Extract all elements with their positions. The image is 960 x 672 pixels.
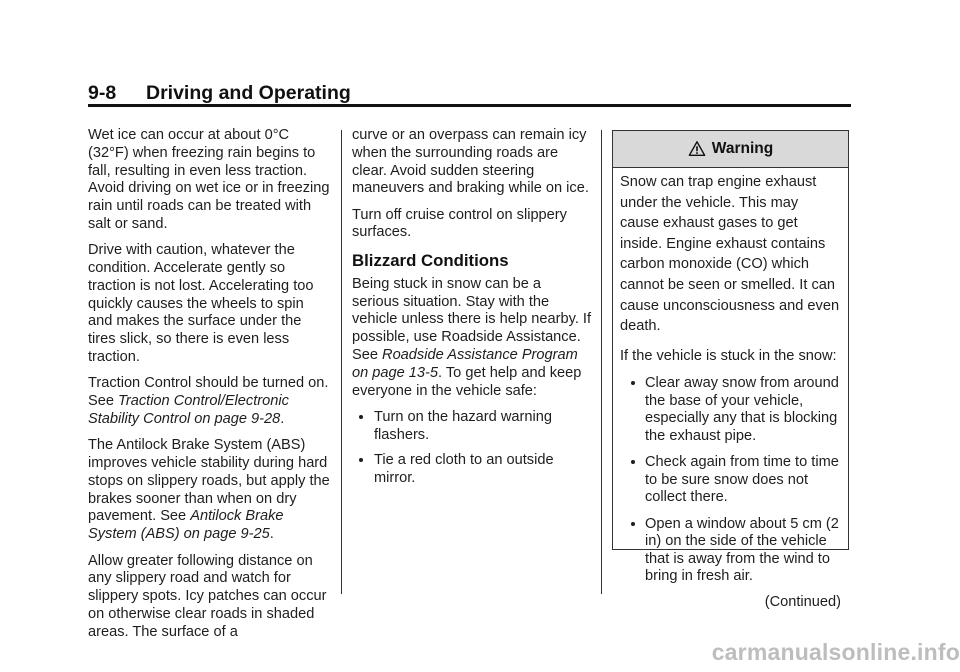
page-header xyxy=(88,82,850,105)
column-divider-1 xyxy=(341,130,342,594)
paragraph-text: Being stuck in snow can be a serious situation. Stay with the vehicle unless there is help nearby. If possible, use Roadside Assistance. See xyxy=(352,275,592,363)
cross-reference-link[interactable]: Roadside Assistance Program on page 13‑5 xyxy=(352,346,578,381)
warning-paragraph-stuck: If the vehicle is stuck in the snow: xyxy=(620,347,837,364)
paragraph-abs xyxy=(88,437,332,544)
paragraph-cruise-control: Turn off cruise control on slippery surfaces. xyxy=(352,206,567,241)
paragraph-text: . xyxy=(269,526,274,543)
section-title: Driving and Operating xyxy=(146,82,351,104)
paragraph-following-distance: Allow greater following distance on any slippery road and watch for slippery spots. Icy patches can occur on otherwise clear roads in shaded areas. The surface of a xyxy=(88,552,327,640)
warning-body xyxy=(613,168,848,612)
paragraph-wet-ice: Wet ice can occur at about 0°C (32°F) when freezing rain begins to fall, resulting in even less traction. Avoid driving on wet ice or in freezing rain until roads can be treated with salt or sand. xyxy=(88,127,330,232)
paragraph-text: . xyxy=(280,410,285,427)
column-1 xyxy=(88,127,332,650)
continued-label: (Continued) xyxy=(764,593,841,610)
paragraph-stuck-in-snow xyxy=(352,276,592,401)
paragraph-text: To get help and keep everyone in the vehicle safe: xyxy=(352,364,582,399)
warning-paragraph-exhaust: Snow can trap engine exhaust under the vehicle. This may cause exhaust gases to get inside. Engine exhaust contains carbon monoxide (CO) which cannot be seen or smelled. It can cause unconsciousness and even death. xyxy=(620,174,840,335)
warning-bullet-list xyxy=(620,375,841,586)
paragraph-overpass: curve or an overpass can remain icy when the surrounding roads are clear. Avoid sudden steering maneuvers and braking while on ice. xyxy=(352,127,589,197)
paragraph-text: . xyxy=(438,364,443,381)
list-item: Check again from time to time to be sure snow does not collect there. xyxy=(620,454,841,507)
column-2 xyxy=(352,127,592,496)
column-divider-2 xyxy=(601,130,602,594)
warning-box xyxy=(612,130,849,610)
list-item: Turn on the hazard warning flashers. xyxy=(352,409,592,445)
list-item: Tie a red cloth to an outside mirror. xyxy=(352,452,592,488)
paragraph-text: Traction Control should be turned on. See xyxy=(88,375,329,410)
heading-blizzard-conditions: Blizzard Conditions xyxy=(352,250,509,270)
warning-triangle-icon xyxy=(688,140,706,158)
cross-reference-link[interactable]: Traction Control/Electronic Stability Control on page 9‑28 xyxy=(88,393,289,427)
paragraph-drive-caution: Drive with caution, whatever the condition. Accelerate gently so traction is not lost. Accelerating too quickly causes the wheels to spin and makes the surface under the tires slick, so there is even less traction. xyxy=(88,242,314,366)
watermark: carmanualsonline.info xyxy=(711,639,960,665)
cross-reference-link[interactable]: Antilock Brake System (ABS) on page 9‑25 xyxy=(88,508,284,543)
warning-header xyxy=(613,131,848,168)
section-number: 9-8 xyxy=(88,82,117,104)
header-rule xyxy=(88,104,851,107)
warning-title: Warning xyxy=(711,140,774,157)
list-item: Clear away snow from around the base of your vehicle, especially any that is blocking the exhaust pipe. xyxy=(620,375,841,445)
bullet-list xyxy=(352,409,592,488)
paragraph-traction-control xyxy=(88,375,332,428)
list-item: Open a window about 5 cm (2 in) on the side of the vehicle that is away from the wind to bring in fresh air. xyxy=(620,516,841,586)
paragraph-text: The Antilock Brake System (ABS) improves vehicle stability during hard stops on slippery roads, but apply the brakes sooner than when on dry pavement. See xyxy=(88,437,330,525)
